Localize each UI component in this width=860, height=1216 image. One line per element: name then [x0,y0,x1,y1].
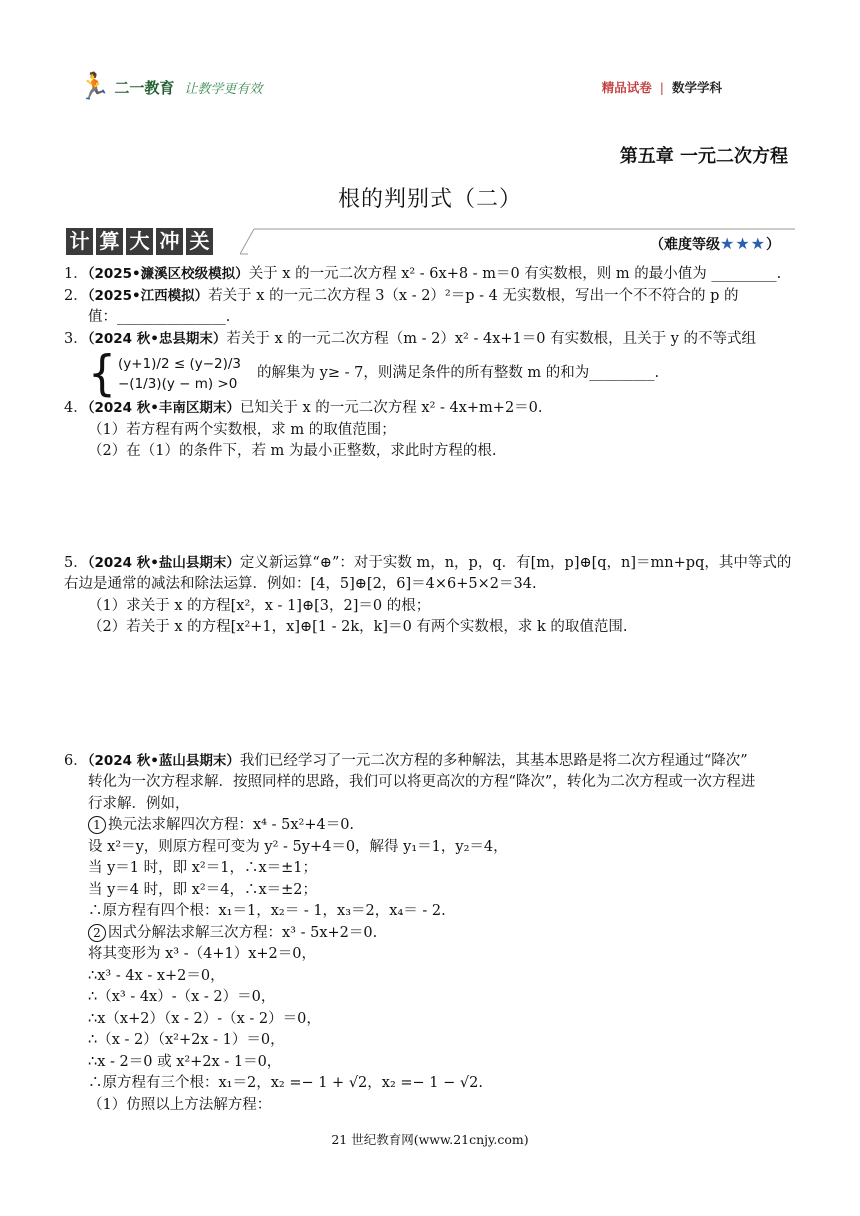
page-title: 根的判别式（二） [337,187,522,212]
inequality-2: −(1/3)(y − m) >0 [118,376,238,392]
question-5-part-2: （2）若关于 x 的方程[x²+1，x]⊕[1 - 2k，k]＝0 有两个实数根，求 k 的取值范围. [88,619,628,635]
q6-line: 设 x²＝y，则原方程可变为 y² - 5y+4＝0，解得 y₁＝1，y₂＝4， [88,838,508,855]
question-5-line2: 右边是通常的减法和除法运算．例如：[4，5]⊕[2，6]＝4×6+5×2＝34. [64,576,537,592]
question-3 [64,329,794,351]
question-2-line2: 值：_______________. [88,309,231,325]
brace-icon: { [88,345,116,402]
header-label-subject: 数学学科 [671,80,722,95]
q6-line: 转化为一次方程求解．按照同样的思路，我们可以将更高次的方程“降次”，转化为二次方程或一次方程进 [88,774,756,790]
q6-line: ∴（x³ - 4x）-（x - 2）＝0， [88,989,276,1005]
q6-line: ∴（x - 2）（x²+2x - 1）＝0， [88,1032,285,1048]
inequality-1: (y+1)/2 ≤ (y−2)/3 [118,356,242,372]
question-5 [64,553,794,575]
question-number: 2． [64,287,88,304]
question-number: 6． [64,752,88,769]
q6-line [64,923,794,945]
q6-line: ∴x - 2＝0 或 x²+2x - 1＝0， [88,1053,282,1070]
question-4 [64,398,794,420]
page-footer: 21 世纪教育网(www.21cnjy.com) [331,1132,529,1147]
question-number: 5． [64,554,88,571]
question-4-part-2: （2）在（1）的条件下，若 m 为最小正整数，求此时方程的根. [88,443,497,459]
question-3-after: 的解集为 y≥ - 7，则满足条件的所有整数 m 的和为_________. [257,365,660,382]
question-1 [64,264,794,286]
q6-line: ∴原方程有三个根：x₁＝2，x₂ =− 1 + √2，x₂ =− 1 − √2. [88,1075,483,1091]
banner-char: 大 [126,228,153,255]
difficulty-rating [650,234,780,254]
q6-line: ∴x（x+2）（x - 2）-（x - 2）＝0， [88,1010,321,1027]
runner-logo-icon: 🏃 [78,72,111,102]
question-text: 定义新运算“⊕”：对于实数 m，n，p，q．有[m，p]⊕[q，n]＝mn+pq，其中等式的 [239,554,792,571]
question-source: （2024 秋•蓝山县期末） [87,752,240,769]
section-banner [66,228,213,255]
question-text: 我们已经学习了一元二次方程的多种解法，其基本思路是将二次方程通过“降次” [239,752,748,769]
question-source: （2025•濂溪区校级模拟） [87,266,249,282]
logo [78,72,262,102]
question-source: （2024 秋•丰南区期末） [87,400,240,416]
question-6 [64,751,794,773]
q6-line: ∴x³ - 4x - x+2＝0， [88,967,225,984]
q6-line: 行求解．例如， [88,795,190,812]
banner-char: 关 [186,228,213,255]
question-source: （2024 秋•盐山县期末） [87,554,240,571]
question-number: 3． [64,330,88,347]
difficulty-close: ） [766,237,780,253]
q6-line: 当 y＝4 时，即 x²＝4，∴x＝±2； [88,881,318,898]
q6-line-text: 因式分解法求解三次方程：x³ - 5x+2＝0. [108,924,378,941]
question-number: 1． [64,266,88,282]
banner-char: 冲 [156,228,183,255]
header-separator: | [659,79,664,95]
q6-line-text: 换元法求解四次方程：x⁴ - 5x²+4＝0. [108,817,355,833]
logo-name: 二一教育 [114,78,175,97]
inequality-system [64,345,794,402]
question-source: （2025•江西模拟） [87,287,209,304]
question-text: 已知关于 x 的一元二次方程 x² - 4x+m+2＝0. [239,400,543,416]
q6-line: 当 y＝1 时，即 x²＝1，∴x＝±1； [88,860,318,876]
question-text: 关于 x 的一元二次方程 x² - 6x+8 - m＝0 有实数根，则 m 的最小值为 _________. [248,266,782,282]
question-text: 若关于 x 的一元二次方程（m - 2）x² - 4x+1＝0 有实数根，且关于 y 的不等式组 [226,330,757,347]
question-list [64,264,794,1116]
difficulty-label: （难度等级 [649,237,720,253]
q6-line: （1）仿照以上方法解方程： [88,1096,272,1113]
banner-char: 算 [96,228,123,255]
q6-line [64,815,794,837]
header-label-premium: 精品试卷 [601,80,652,95]
q6-line: ∴原方程有四个根：x₁＝1，x₂＝ - 1，x₃＝2，x₄＝ - 2. [88,903,446,919]
q6-line: 将其变形为 x³ -（4+1）x+2＝0， [88,946,316,962]
inequality-rows [118,354,241,394]
circled-number-icon: 1 [88,816,106,834]
header-right [602,78,722,96]
banner-char: 计 [66,228,93,255]
question-2 [64,286,794,308]
page-header [0,0,860,120]
question-number: 4． [64,400,88,416]
answer-space [64,639,794,751]
question-text: 若关于 x 的一元二次方程 3（x - 2）²＝p - 4 无实数根，写出一个不不符合的 p 的 [208,287,739,304]
question-4-part-1: （1）若方程有两个实数根，求 m 的取值范围； [88,421,396,438]
question-source: （2024 秋•忠县期末） [87,330,227,347]
circled-number-icon: 2 [88,924,106,942]
question-5-part-1: （1）求关于 x 的方程[x²，x - 1]⊕[3，2]＝0 的根； [88,597,431,614]
answer-space [64,463,794,553]
logo-slogan: 让教学更有效 [184,81,263,97]
chapter-title: 第五章 一元二次方程 [619,146,788,167]
star-icon: ★★★ [719,234,766,253]
